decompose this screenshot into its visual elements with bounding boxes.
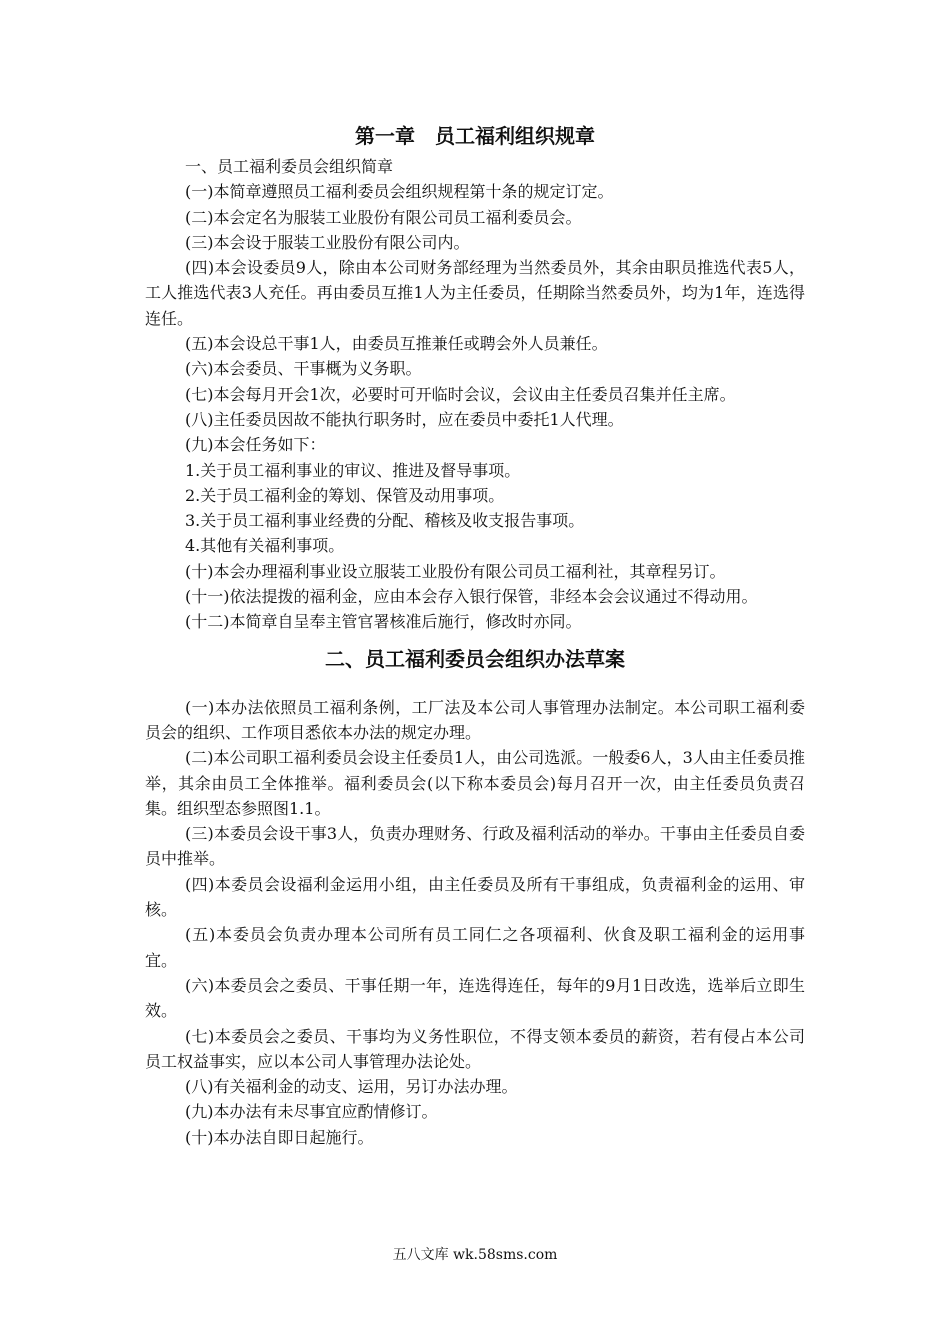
paragraph: (五)本委员会负责办理本公司所有员工同仁之各项福利、伙食及职工福利金的运用事宜。 xyxy=(145,925,805,970)
paragraph: (五)本会设总干事1人，由委员互推兼任或聘会外人员兼任。 xyxy=(185,334,608,354)
footer-watermark: 五八文库 wk.58sms.com xyxy=(392,1247,558,1263)
paragraph: (四)本会设委员9人，除由本公司财务部经理为当然委员外，其余由职员推选代表5人，工人推选代表3人充任。再由委员互推1人为主任委员，任期除当然委员外，均为1年，连选得连任。 xyxy=(145,258,805,328)
section-1 xyxy=(145,154,805,635)
paragraph: (八)有关福利金的动支、运用，另订办法办理。 xyxy=(185,1077,518,1097)
section-1-heading: 一、员工福利委员会组织简章 xyxy=(185,157,394,176)
paragraph: (十一)依法提拨的福利金，应由本会存入银行保管，非经本会会议通过不得动用。 xyxy=(185,587,758,607)
paragraph: (七)本委员会之委员、干事均为义务性职位，不得支领本委员的薪资，若有侵占本公司员工权益事实，应以本公司人事管理办法论处。 xyxy=(145,1026,805,1071)
paragraph: (六)本会委员、干事概为义务职。 xyxy=(185,359,422,379)
paragraph: (三)本会设于服装工业股份有限公司内。 xyxy=(185,232,470,252)
paragraph: (二)本公司职工福利委员会设主任委员1人，由公司选派。一般委6人，3人由主任委员推举，其余由员工全体推举。福利委员会(以下称本委员会)每月召开一次，由主任委员负责召集。组织型态参照图1.1。 xyxy=(145,748,805,818)
chapter-title: 第一章 员工福利组织规章 xyxy=(355,124,595,148)
paragraph: (十二)本简章自呈奉主管官署核准后施行，修改时亦同。 xyxy=(185,612,582,632)
list-item: 3.关于员工福利事业经费的分配、稽核及收支报告事项。 xyxy=(185,511,585,531)
paragraph: (七)本会每月开会1次，必要时可开临时会议，会议由主任委员召集并任主席。 xyxy=(185,384,736,404)
paragraph: (二)本会定名为服装工业股份有限公司员工福利委员会。 xyxy=(185,207,582,227)
section-2-heading: 二、员工福利委员会组织办法草案 xyxy=(325,646,625,671)
paragraph: (十)本会办理福利事业设立服装工业股份有限公司员工福利社，其章程另订。 xyxy=(185,561,726,581)
paragraph: (六)本委员会之委员、干事任期一年，连选得连任，每年的9月1日改选，选举后立即生效。 xyxy=(145,975,805,1021)
paragraph: (十)本办法自即日起施行。 xyxy=(185,1127,374,1147)
list-item: 1.关于员工福利事业的审议、推进及督导事项。 xyxy=(185,460,521,480)
paragraph: (一)本办法依照员工福利条例，工厂法及本公司人事管理办法制定。本公司职工福利委员会的组织、工作项目悉依本办法的规定办理。 xyxy=(145,697,805,742)
document-page xyxy=(145,118,805,1150)
paragraph: (九)本办法有未尽事宜应酌情修订。 xyxy=(185,1102,438,1122)
list-item: 2.关于员工福利金的筹划、保管及动用事项。 xyxy=(185,485,505,505)
section-2 xyxy=(145,695,805,1150)
paragraph: (九)本会任务如下： xyxy=(185,435,326,455)
paragraph: (八)主任委员因故不能执行职务时，应在委员中委托1人代理。 xyxy=(185,409,624,429)
paragraph: (一)本简章遵照员工福利委员会组织规程第十条的规定订定。 xyxy=(185,182,614,202)
paragraph: (四)本委员会设福利金运用小组，由主任委员及所有干事组成，负责福利金的运用、审核。 xyxy=(145,874,805,920)
paragraph: (三)本委员会设干事3人，负责办理财务、行政及福利活动的举办。干事由主任委员自委员中推举。 xyxy=(145,824,805,869)
list-item: 4.其他有关福利事项。 xyxy=(185,536,345,556)
